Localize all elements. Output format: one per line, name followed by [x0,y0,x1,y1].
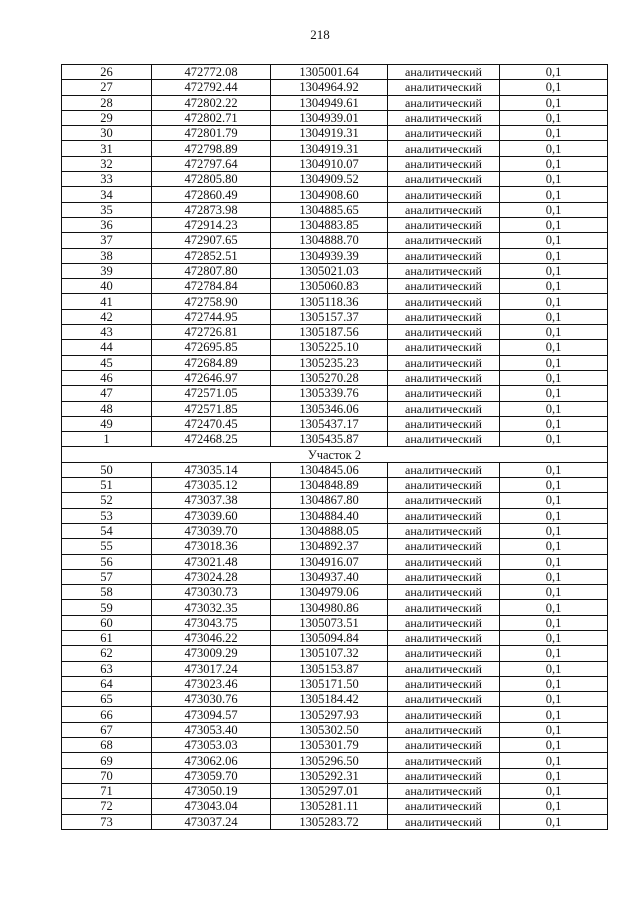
point-number-cell: 67 [62,722,152,737]
point-number-cell: 39 [62,263,152,278]
x-coordinate-cell: 472907.65 [152,233,271,248]
accuracy-cell: 0,1 [500,554,608,569]
x-coordinate-cell: 473017.24 [152,661,271,676]
y-coordinate-cell: 1305297.01 [271,783,388,798]
accuracy-cell: 0,1 [500,110,608,125]
table-row [62,508,608,523]
x-coordinate-cell: 473053.03 [152,738,271,753]
x-coordinate-cell: 472798.89 [152,141,271,156]
accuracy-cell: 0,1 [500,141,608,156]
point-number-cell: 35 [62,202,152,217]
y-coordinate-cell: 1305302.50 [271,722,388,737]
table-row [62,523,608,538]
x-coordinate-cell: 472807.80 [152,263,271,278]
accuracy-cell: 0,1 [500,692,608,707]
accuracy-cell: 0,1 [500,539,608,554]
point-number-cell: 27 [62,80,152,95]
x-coordinate-cell: 472784.84 [152,279,271,294]
point-number-cell: 68 [62,738,152,753]
x-coordinate-cell: 472744.95 [152,309,271,324]
point-number-cell: 54 [62,523,152,538]
table-row [62,661,608,676]
x-coordinate-cell: 472914.23 [152,217,271,232]
y-coordinate-cell: 1305437.17 [271,416,388,431]
table-row [62,432,608,447]
accuracy-cell: 0,1 [500,248,608,263]
section-title: Участок 2 [62,447,608,462]
method-cell: аналитический [388,707,500,722]
x-coordinate-cell: 472801.79 [152,126,271,141]
x-coordinate-cell: 473062.06 [152,753,271,768]
accuracy-cell: 0,1 [500,187,608,202]
accuracy-cell: 0,1 [500,401,608,416]
table-row [62,707,608,722]
x-coordinate-cell: 473039.60 [152,508,271,523]
point-number-cell: 42 [62,309,152,324]
table-row [62,172,608,187]
y-coordinate-cell: 1304848.89 [271,478,388,493]
y-coordinate-cell: 1305118.36 [271,294,388,309]
table-row [62,493,608,508]
accuracy-cell: 0,1 [500,600,608,615]
method-cell: аналитический [388,340,500,355]
method-cell: аналитический [388,738,500,753]
x-coordinate-cell: 472470.45 [152,416,271,431]
point-number-cell: 65 [62,692,152,707]
table-row [62,126,608,141]
accuracy-cell: 0,1 [500,156,608,171]
y-coordinate-cell: 1304885.65 [271,202,388,217]
y-coordinate-cell: 1304888.70 [271,233,388,248]
point-number-cell: 36 [62,217,152,232]
y-coordinate-cell: 1305187.56 [271,325,388,340]
accuracy-cell: 0,1 [500,294,608,309]
method-cell: аналитический [388,493,500,508]
x-coordinate-cell: 472805.80 [152,172,271,187]
table-row [62,248,608,263]
point-number-cell: 56 [62,554,152,569]
table-row [62,814,608,829]
y-coordinate-cell: 1305001.64 [271,65,388,80]
method-cell: аналитический [388,386,500,401]
x-coordinate-cell: 473035.12 [152,478,271,493]
table-row [62,110,608,125]
point-number-cell: 52 [62,493,152,508]
point-number-cell: 60 [62,615,152,630]
method-cell: аналитический [388,462,500,477]
y-coordinate-cell: 1305157.37 [271,309,388,324]
y-coordinate-cell: 1305339.76 [271,386,388,401]
y-coordinate-cell: 1305435.87 [271,432,388,447]
table-row [62,799,608,814]
point-number-cell: 31 [62,141,152,156]
x-coordinate-cell: 473030.73 [152,585,271,600]
y-coordinate-cell: 1304949.61 [271,95,388,110]
x-coordinate-cell: 473024.28 [152,569,271,584]
accuracy-cell: 0,1 [500,309,608,324]
method-cell: аналитический [388,753,500,768]
point-number-cell: 40 [62,279,152,294]
table-row [62,401,608,416]
point-number-cell: 30 [62,126,152,141]
y-coordinate-cell: 1304888.05 [271,523,388,538]
method-cell: аналитический [388,309,500,324]
point-number-cell: 69 [62,753,152,768]
method-cell: аналитический [388,187,500,202]
method-cell: аналитический [388,523,500,538]
y-coordinate-cell: 1305292.31 [271,768,388,783]
table-row [62,386,608,401]
point-number-cell: 44 [62,340,152,355]
method-cell: аналитический [388,814,500,829]
method-cell: аналитический [388,294,500,309]
x-coordinate-cell: 473023.46 [152,676,271,691]
table-row [62,65,608,80]
y-coordinate-cell: 1305270.28 [271,370,388,385]
table-row [62,692,608,707]
x-coordinate-cell: 472802.71 [152,110,271,125]
table-row [62,646,608,661]
section-header-row [62,447,608,462]
method-cell: аналитический [388,676,500,691]
x-coordinate-cell: 472758.90 [152,294,271,309]
x-coordinate-cell: 472726.81 [152,325,271,340]
accuracy-cell: 0,1 [500,753,608,768]
method-cell: аналитический [388,217,500,232]
accuracy-cell: 0,1 [500,325,608,340]
point-number-cell: 61 [62,630,152,645]
method-cell: аналитический [388,202,500,217]
method-cell: аналитический [388,248,500,263]
accuracy-cell: 0,1 [500,279,608,294]
x-coordinate-cell: 472571.85 [152,401,271,416]
y-coordinate-cell: 1305171.50 [271,676,388,691]
y-coordinate-cell: 1304909.52 [271,172,388,187]
x-coordinate-cell: 472792.44 [152,80,271,95]
accuracy-cell: 0,1 [500,523,608,538]
method-cell: аналитический [388,692,500,707]
y-coordinate-cell: 1305184.42 [271,692,388,707]
x-coordinate-cell: 472802.22 [152,95,271,110]
y-coordinate-cell: 1304883.85 [271,217,388,232]
method-cell: аналитический [388,799,500,814]
accuracy-cell: 0,1 [500,355,608,370]
x-coordinate-cell: 473046.22 [152,630,271,645]
accuracy-cell: 0,1 [500,95,608,110]
x-coordinate-cell: 472852.51 [152,248,271,263]
method-cell: аналитический [388,539,500,554]
method-cell: аналитический [388,783,500,798]
x-coordinate-cell: 473050.19 [152,783,271,798]
x-coordinate-cell: 472695.85 [152,340,271,355]
accuracy-cell: 0,1 [500,646,608,661]
y-coordinate-cell: 1304979.06 [271,585,388,600]
accuracy-cell: 0,1 [500,416,608,431]
accuracy-cell: 0,1 [500,615,608,630]
y-coordinate-cell: 1305107.32 [271,646,388,661]
point-number-cell: 62 [62,646,152,661]
point-number-cell: 38 [62,248,152,263]
table-row [62,722,608,737]
accuracy-cell: 0,1 [500,676,608,691]
method-cell: аналитический [388,355,500,370]
table-row [62,569,608,584]
point-number-cell: 45 [62,355,152,370]
method-cell: аналитический [388,370,500,385]
table-row [62,630,608,645]
accuracy-cell: 0,1 [500,172,608,187]
point-number-cell: 26 [62,65,152,80]
point-number-cell: 51 [62,478,152,493]
accuracy-cell: 0,1 [500,814,608,829]
accuracy-cell: 0,1 [500,661,608,676]
y-coordinate-cell: 1305296.50 [271,753,388,768]
method-cell: аналитический [388,600,500,615]
method-cell: аналитический [388,325,500,340]
method-cell: аналитический [388,233,500,248]
accuracy-cell: 0,1 [500,783,608,798]
point-number-cell: 28 [62,95,152,110]
table-row [62,738,608,753]
y-coordinate-cell: 1304845.06 [271,462,388,477]
method-cell: аналитический [388,478,500,493]
y-coordinate-cell: 1304964.92 [271,80,388,95]
y-coordinate-cell: 1305073.51 [271,615,388,630]
method-cell: аналитический [388,630,500,645]
table-row [62,783,608,798]
point-number-cell: 29 [62,110,152,125]
table-row [62,768,608,783]
point-number-cell: 46 [62,370,152,385]
accuracy-cell: 0,1 [500,508,608,523]
point-number-cell: 43 [62,325,152,340]
method-cell: аналитический [388,110,500,125]
point-number-cell: 53 [62,508,152,523]
point-number-cell: 37 [62,233,152,248]
method-cell: аналитический [388,661,500,676]
point-number-cell: 33 [62,172,152,187]
accuracy-cell: 0,1 [500,202,608,217]
coordinates-table-body [62,65,608,830]
y-coordinate-cell: 1305346.06 [271,401,388,416]
point-number-cell: 34 [62,187,152,202]
table-row [62,202,608,217]
y-coordinate-cell: 1304919.31 [271,141,388,156]
x-coordinate-cell: 472571.05 [152,386,271,401]
method-cell: аналитический [388,141,500,156]
accuracy-cell: 0,1 [500,768,608,783]
x-coordinate-cell: 472860.49 [152,187,271,202]
point-number-cell: 49 [62,416,152,431]
table-row [62,156,608,171]
method-cell: аналитический [388,416,500,431]
method-cell: аналитический [388,172,500,187]
table-row [62,294,608,309]
x-coordinate-cell: 473037.38 [152,493,271,508]
x-coordinate-cell: 473053.40 [152,722,271,737]
table-row [62,80,608,95]
accuracy-cell: 0,1 [500,263,608,278]
accuracy-cell: 0,1 [500,478,608,493]
table-row [62,753,608,768]
accuracy-cell: 0,1 [500,80,608,95]
table-row [62,370,608,385]
table-row [62,416,608,431]
point-number-cell: 58 [62,585,152,600]
point-number-cell: 47 [62,386,152,401]
table-row [62,309,608,324]
y-coordinate-cell: 1304908.60 [271,187,388,202]
method-cell: аналитический [388,554,500,569]
method-cell: аналитический [388,80,500,95]
point-number-cell: 48 [62,401,152,416]
accuracy-cell: 0,1 [500,462,608,477]
y-coordinate-cell: 1304910.07 [271,156,388,171]
y-coordinate-cell: 1305225.10 [271,340,388,355]
x-coordinate-cell: 473043.04 [152,799,271,814]
method-cell: аналитический [388,646,500,661]
method-cell: аналитический [388,569,500,584]
x-coordinate-cell: 473037.24 [152,814,271,829]
accuracy-cell: 0,1 [500,722,608,737]
x-coordinate-cell: 473059.70 [152,768,271,783]
method-cell: аналитический [388,263,500,278]
point-number-cell: 50 [62,462,152,477]
x-coordinate-cell: 473030.76 [152,692,271,707]
y-coordinate-cell: 1304939.39 [271,248,388,263]
accuracy-cell: 0,1 [500,217,608,232]
x-coordinate-cell: 473021.48 [152,554,271,569]
x-coordinate-cell: 473018.36 [152,539,271,554]
y-coordinate-cell: 1305283.72 [271,814,388,829]
table-row [62,585,608,600]
accuracy-cell: 0,1 [500,493,608,508]
y-coordinate-cell: 1304892.37 [271,539,388,554]
table-row [62,233,608,248]
point-number-cell: 70 [62,768,152,783]
accuracy-cell: 0,1 [500,432,608,447]
point-number-cell: 73 [62,814,152,829]
accuracy-cell: 0,1 [500,386,608,401]
accuracy-cell: 0,1 [500,340,608,355]
point-number-cell: 41 [62,294,152,309]
accuracy-cell: 0,1 [500,126,608,141]
page-number: 218 [310,27,330,42]
table-row [62,187,608,202]
accuracy-cell: 0,1 [500,799,608,814]
table-row [62,141,608,156]
table-row [62,340,608,355]
x-coordinate-cell: 473035.14 [152,462,271,477]
y-coordinate-cell: 1304919.31 [271,126,388,141]
point-number-cell: 63 [62,661,152,676]
method-cell: аналитический [388,615,500,630]
y-coordinate-cell: 1305281.11 [271,799,388,814]
accuracy-cell: 0,1 [500,233,608,248]
y-coordinate-cell: 1305153.87 [271,661,388,676]
method-cell: аналитический [388,722,500,737]
accuracy-cell: 0,1 [500,370,608,385]
x-coordinate-cell: 472468.25 [152,432,271,447]
table-row [62,554,608,569]
accuracy-cell: 0,1 [500,738,608,753]
coordinates-table [61,64,608,830]
accuracy-cell: 0,1 [500,65,608,80]
point-number-cell: 32 [62,156,152,171]
table-row [62,95,608,110]
table-row [62,600,608,615]
x-coordinate-cell: 472772.08 [152,65,271,80]
method-cell: аналитический [388,508,500,523]
point-number-cell: 71 [62,783,152,798]
x-coordinate-cell: 473009.29 [152,646,271,661]
method-cell: аналитический [388,768,500,783]
table-row [62,279,608,294]
table-row [62,263,608,278]
x-coordinate-cell: 473043.75 [152,615,271,630]
table-row [62,676,608,691]
point-number-cell: 64 [62,676,152,691]
accuracy-cell: 0,1 [500,569,608,584]
method-cell: аналитический [388,126,500,141]
x-coordinate-cell: 472797.64 [152,156,271,171]
table-row [62,615,608,630]
y-coordinate-cell: 1304980.86 [271,600,388,615]
y-coordinate-cell: 1305094.84 [271,630,388,645]
y-coordinate-cell: 1304916.07 [271,554,388,569]
point-number-cell: 55 [62,539,152,554]
y-coordinate-cell: 1305235.23 [271,355,388,370]
method-cell: аналитический [388,432,500,447]
y-coordinate-cell: 1304937.40 [271,569,388,584]
table-row [62,478,608,493]
y-coordinate-cell: 1305021.03 [271,263,388,278]
method-cell: аналитический [388,156,500,171]
table-row [62,462,608,477]
method-cell: аналитический [388,95,500,110]
x-coordinate-cell: 473032.35 [152,600,271,615]
point-number-cell: 57 [62,569,152,584]
table-row [62,217,608,232]
table-row [62,539,608,554]
y-coordinate-cell: 1304939.01 [271,110,388,125]
y-coordinate-cell: 1305301.79 [271,738,388,753]
accuracy-cell: 0,1 [500,585,608,600]
accuracy-cell: 0,1 [500,707,608,722]
x-coordinate-cell: 472684.89 [152,355,271,370]
point-number-cell: 59 [62,600,152,615]
table-row [62,325,608,340]
method-cell: аналитический [388,279,500,294]
point-number-cell: 1 [62,432,152,447]
point-number-cell: 72 [62,799,152,814]
accuracy-cell: 0,1 [500,630,608,645]
y-coordinate-cell: 1305297.93 [271,707,388,722]
method-cell: аналитический [388,65,500,80]
x-coordinate-cell: 473094.57 [152,707,271,722]
x-coordinate-cell: 472873.98 [152,202,271,217]
y-coordinate-cell: 1304867.80 [271,493,388,508]
x-coordinate-cell: 473039.70 [152,523,271,538]
method-cell: аналитический [388,401,500,416]
x-coordinate-cell: 472646.97 [152,370,271,385]
y-coordinate-cell: 1305060.83 [271,279,388,294]
y-coordinate-cell: 1304884.40 [271,508,388,523]
point-number-cell: 66 [62,707,152,722]
method-cell: аналитический [388,585,500,600]
table-row [62,355,608,370]
